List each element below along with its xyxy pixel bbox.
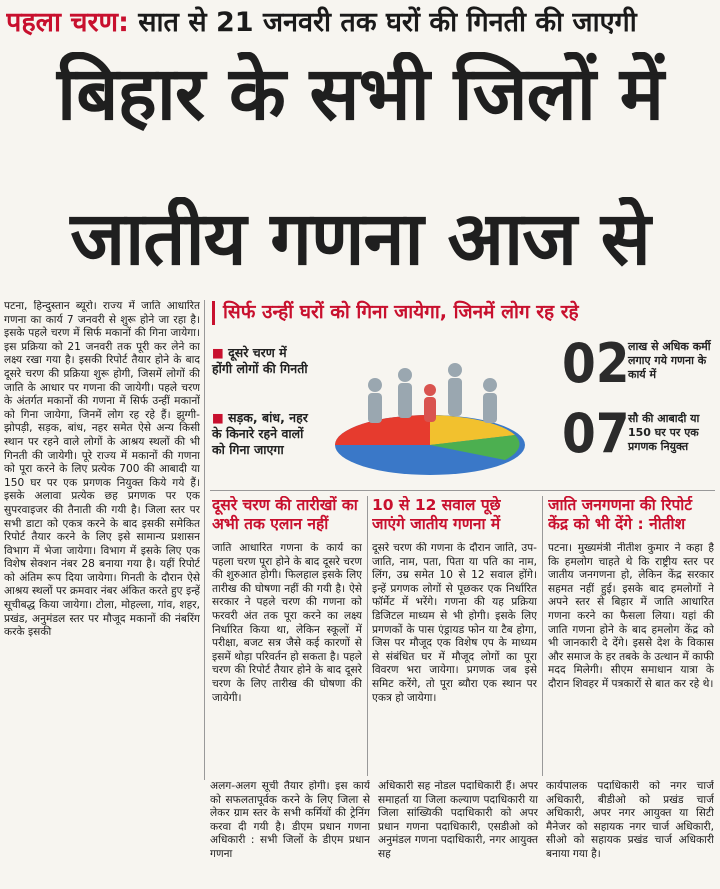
intro-column: पटना, हिन्दुस्तान ब्यूरो। राज्य में जाति आधारित गणना का कार्य 7 जनवरी से शुरू होने जा रहा है। इसके पहले चरण में सिर्फ मकानों की गिना जायेगा। इस प्रक्रिया को 21 जनवरी तक पूरी कर लेने का लक्ष्य रखा गया है। इसकी रिपोर्ट तैयार होने के बाद दूसरे चरण की प्रक्रिया शुरू होगी, जिसमें लोगों की जाति के आधार पर गणना की जायेगी। पहले चरण के अंतर्गत मकानों की गणना में सिर्फ उन्हीं मकानों को गिना जायेगा, जिनमें लोग रह रहे हैं। झुग्गी-झोपड़ी, सड़क, बांध, नहर समेत ऐसे अन्य किसी स्थान पर रहने वाले लोगों के आश्रय स्थलों की भी गिनती की जायेगी। पूरे राज्य में मकानों की गणना को पूरा करने के लिए प्रत्येक 700 की आबादी या 150 घर पर एक प्रगणक नियुक्त किये गये हैं। इसके अलावा प्रत्येक छह प्रगणक पर एक सुपरवाइजर की तैनाती की गयी है। जिला स्तर पर सभी डाटा को एकत्र करने के बाद इसकी समेकित रिपोर्ट तैयार करने के लिए इसे सामान्य प्रशासन विभाग में भेजा जायेगा। विभाग में इसके लिए एक विशेष सेक्शन नंबर 28 बनाया गया है। यहीं रिपोर्ट को अंतिम रूप दिया जायेगा। गिनती के दौरान ऐसे आश्रय स्थलों पर क्रमवार नंबर अंकित करते हुए इन्हें सूचीबद्ध किया जायेगा। टोला, मोहल्ला, गांव, शहर, प्रखंड, अनुमंडल स्तर पर मौजूद मकानों की नंबरिंग करके इसकी <box>4 300 200 639</box>
headline-line-2: जातीय गणना आज से <box>70 197 650 281</box>
banner-text: सिर्फ उन्हीं घरों को गिना जायेगा, जिनमें लोग रह रहे <box>223 301 579 323</box>
kicker-label: पहला चरण: <box>6 7 129 38</box>
stat-2-text: सौ की आबादी या 150 घर पर एक प्रगणक नियुक्त <box>628 412 700 453</box>
stat-1-text: लाख से अधिक कर्मी लगाए गये गणना के कार्य में <box>628 340 711 381</box>
people-pie-chart-icon <box>315 330 545 480</box>
divider <box>367 496 368 776</box>
banner-bar <box>212 301 215 325</box>
stat-1-number: 02 <box>562 332 630 395</box>
bottom-column-2: अधिकारी सह नोडल पदाधिकारी हैं। अपर समाहर्ता या जिला कल्याण पदाधिकारी या जिला सांख्यिकी पदाधिकारी को अपर प्रधान गणना पदाधिकारी, एसडीओ को अनुमंडल गणना पदाधिकारी, नगर आयुक्त सह <box>378 780 538 860</box>
bullet-2-text: सड़क, बांध, नहर के किनारे रहने वालों को गिना जाएगा <box>212 410 308 457</box>
section-1-heading: दूसरे चरण की तारीखों का अभी तक एलान नहीं <box>212 496 358 533</box>
bottom-column-1: अलग-अलग सूची तैयार होगी। इस कार्य को सफलतापूर्वक करने के लिए जिला से लेकर ग्राम स्तर के सभी कर्मियों की ट्रेनिंग करवा दी गयी है। डीएम प्रधान गणना अधिकारी : सभी जिलों के डीएम प्रधान गणना <box>210 780 370 860</box>
section-2-body: दूसरे चरण की गणना के दौरान जाति, उप-जाति, नाम, पता, पिता या पति का नाम, लिंग, उम्र समेत 10 से 12 सवाल होंगे। इन्हें प्रगणक लोगों से पूछकर एक निर्धारित फॉर्मेट में भरेंगे। गणना की यह प्रक्रिया डिजिटल माध्यम से भी होगी। इसके लिए प्रगणकों के पास एंड्रायड फोन या टैब होगा, जिस पर मौजूद एक विशेष एप के माध्यम से संबंधित घर में मौजूद लोगों का पूरा विवरण भरा जायेगा। प्रगणक जब इसे समिट करेंगे, तो पूरा ब्यौरा एक स्थान पर एकत्र हो जायेगा। <box>372 542 537 704</box>
kicker-text: सात से 21 जनवरी तक घरों की गिनती की जाएगी <box>138 7 637 38</box>
section-3-heading: जाति जनगणना की रिपोर्ट केंद्र को भी देंगे : नीतीश <box>548 496 693 533</box>
section-2-heading: 10 से 12 सवाल पूछे जाएंगे जातीय गणना में <box>372 496 501 533</box>
section-3-body: पटना। मुख्यमंत्री नीतीश कुमार ने कहा है कि हमलोग चाहते थे कि राष्ट्रीय स्तर पर जातीय जनगणना हो, लेकिन केंद्र सरकार सहमत नहीं हुई। इसके बाद हमलोगों ने अपने स्तर से बिहार में जाति आधारित गणना करने का फैसला लिया। यहां की जाति गणना होने के बाद हमलोग केंद्र को भी जानकारी दे देंगे। इससे देश के विकास और समाज के हर तबके के उत्थान में काफी मदद मिलेगी। सीएम समाधान यात्रा के दौरान शिवहर में पत्रकारों से बात कर रहे थे। <box>548 542 714 690</box>
bottom-column-3: कार्यपालक पदाधिकारी को नगर चार्ज अधिकारी, बीडीओ को प्रखंड चार्ज अधिकारी, अपर नगर आयुक्त या सिटी मैनेजर को सहायक नगर चार्ज अधिकारी, सीओ को सहायक प्रखंड चार्ज अधिकारी बनाया गया है। <box>546 780 714 860</box>
kicker <box>6 2 716 42</box>
divider <box>204 300 205 780</box>
section-1-body: जाति आधारित गणना के कार्य का पहला चरण पूरा होने के बाद दूसरे चरण की शुरुआत होगी। फिलहाल इसके लिए तारीख की घोषणा नहीं की गयी है। ऐसे सरकार ने पहले चरण की गणना को फरवरी अंत तक पूरा करने का लक्ष्य निर्धारित किया था, लेकिन स्कूलों में परीक्षा, बजट सत्र जैसे कई कारणों से इसमें थोड़ा परिवर्तन हो सकता है। पहले चरण की रिपोर्ट तैयार होने के बाद दूसरे चरण के लिए तारीख की घोषणा की जायेगी। <box>212 542 362 704</box>
bullet-1 <box>212 345 308 377</box>
stat-2-number: 07 <box>562 402 630 465</box>
divider <box>542 496 543 776</box>
bullet-square-icon: ■ <box>212 345 224 360</box>
headline-line-1: बिहार के सभी जिलों में <box>57 52 663 136</box>
section-rule <box>210 490 715 491</box>
bullet-1-text: दूसरे चरण में होंगी लोगों की गिनती <box>212 345 308 376</box>
bullet-2 <box>212 410 308 458</box>
bullet-square-icon: ■ <box>212 410 224 425</box>
